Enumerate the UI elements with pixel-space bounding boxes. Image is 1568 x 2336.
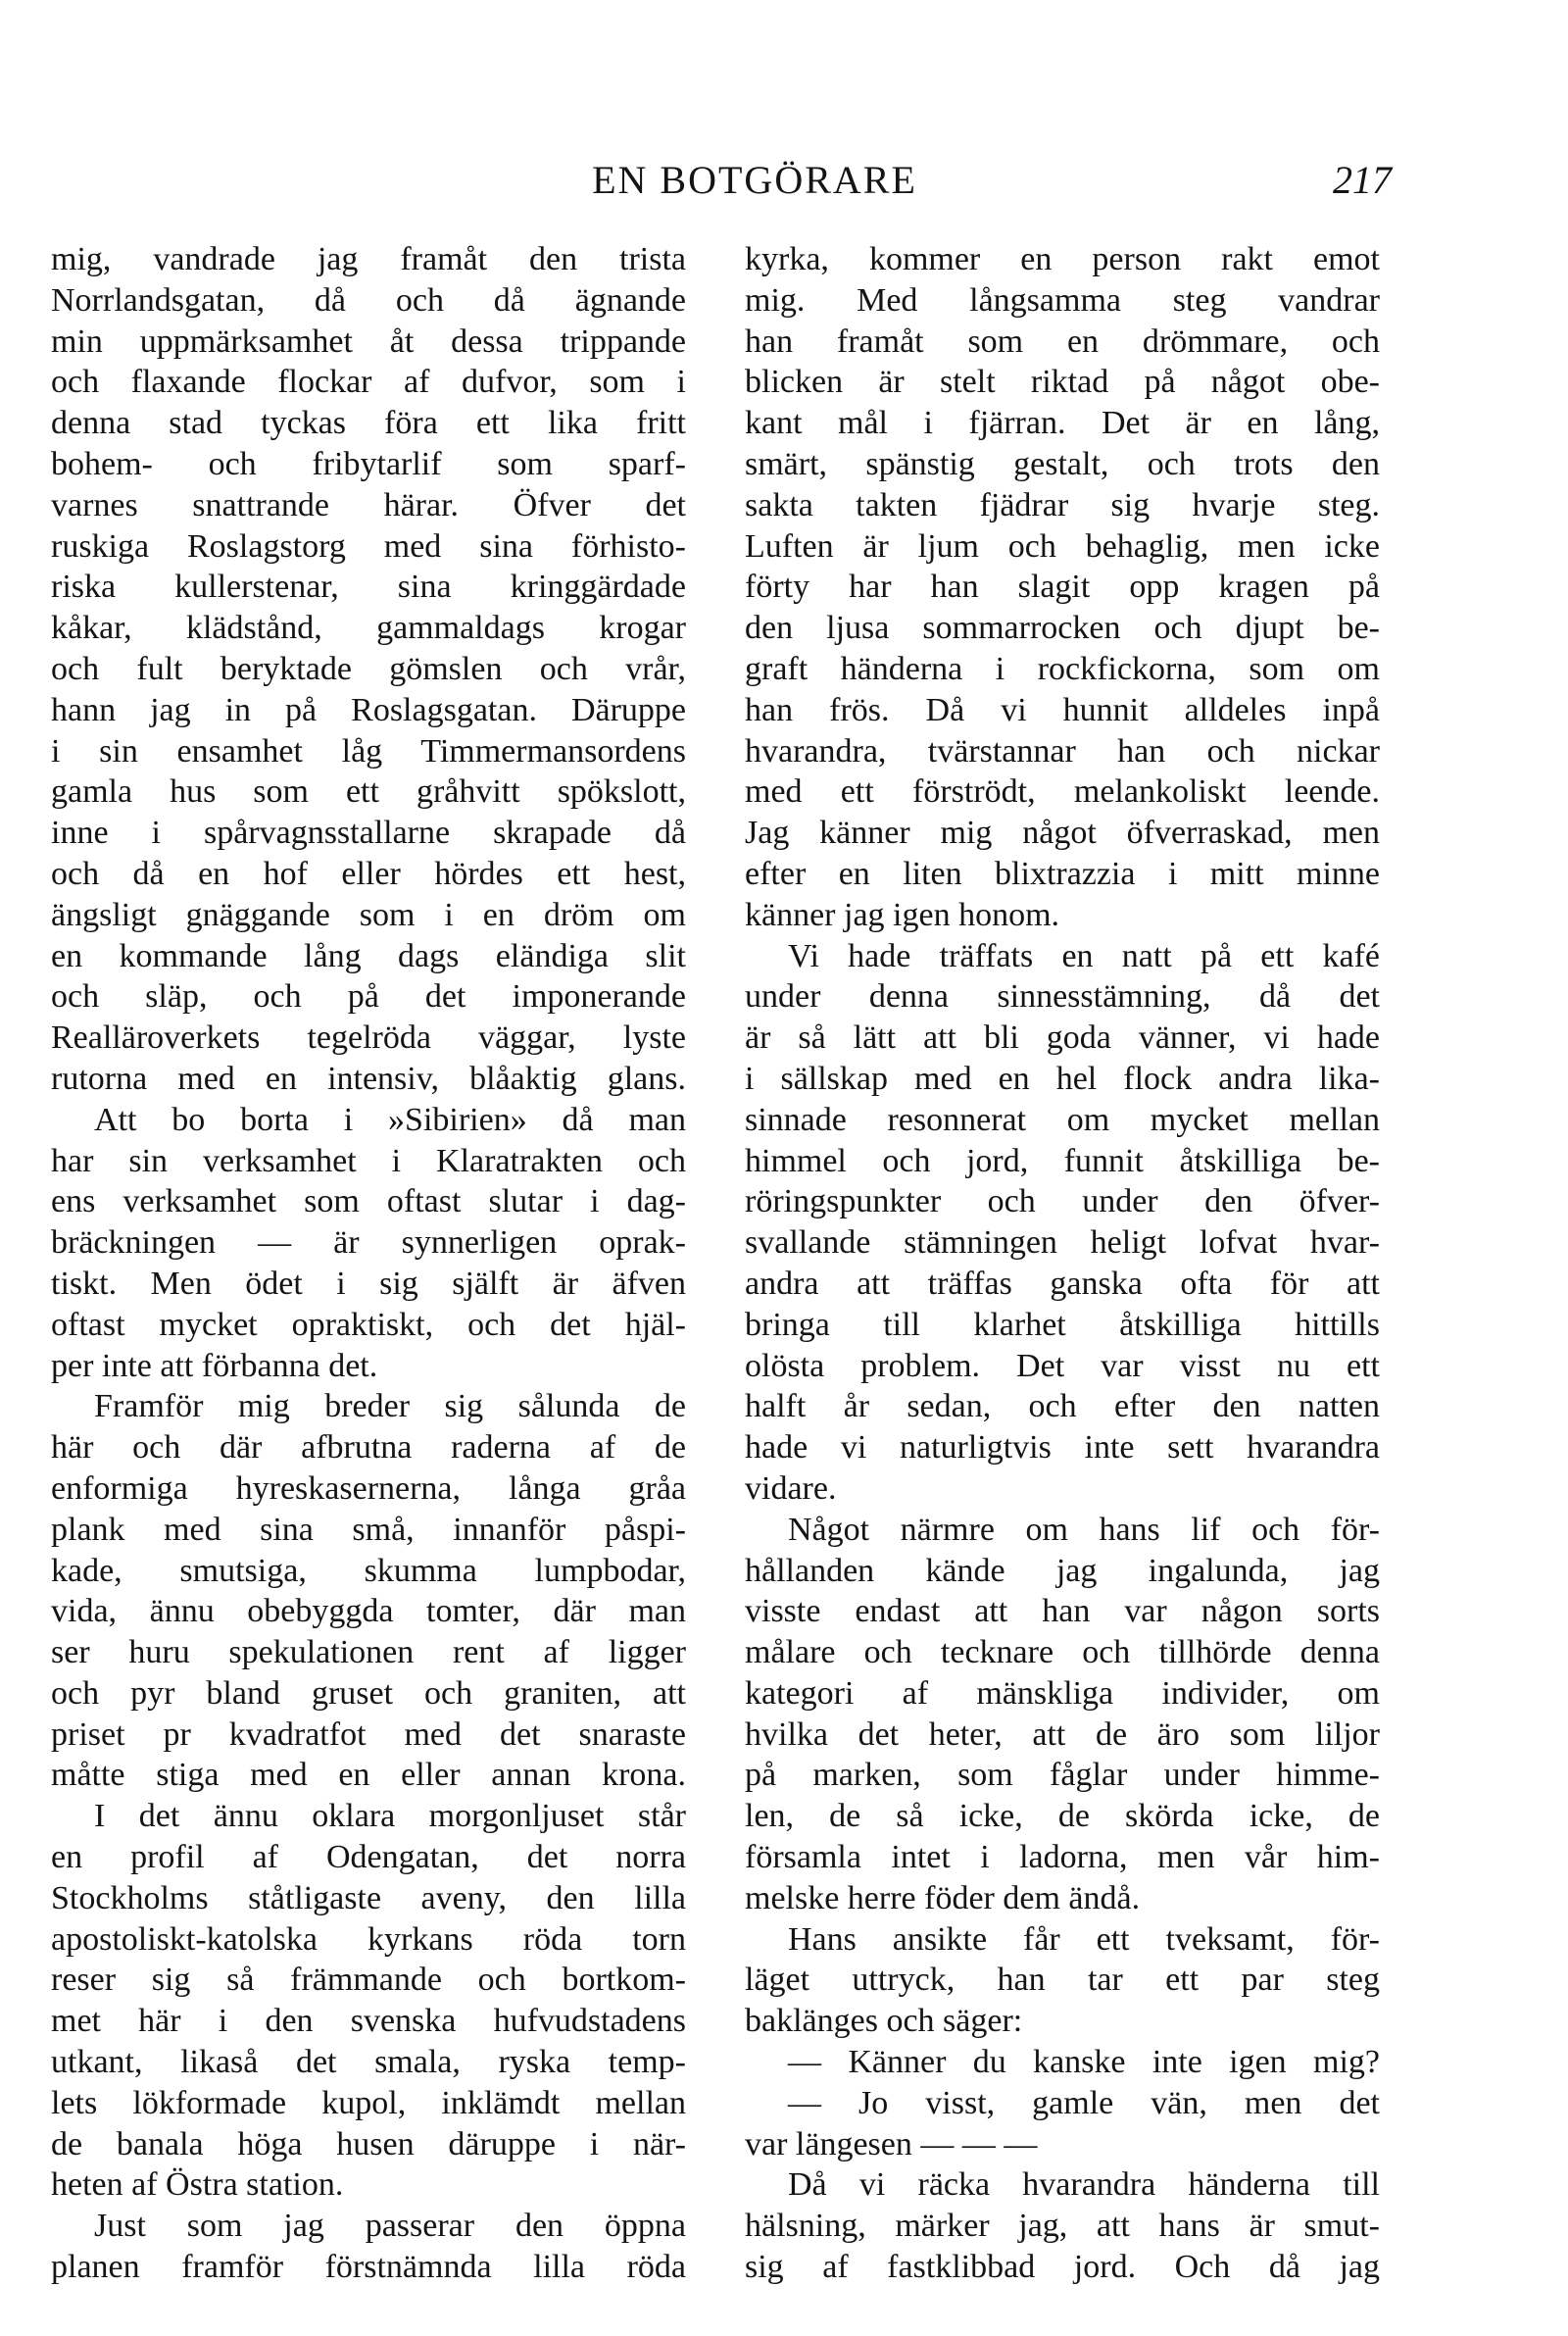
- text-line: lets lökformade kupol, inklämdt mellan: [51, 2084, 686, 2121]
- text-line: hälsning, märker jag, att hans är smut-: [745, 2208, 1380, 2245]
- text-line: reser sig så främmande och bortkom-: [51, 1962, 686, 1999]
- text-line: vidare.: [745, 1469, 837, 1507]
- text-line: hvilka det heter, att de äro som liljor: [745, 1715, 1380, 1753]
- text-line: min uppmärksamhet åt dessa trippande: [51, 323, 686, 360]
- text-line: med ett förströdt, melankoliskt leende.: [745, 773, 1380, 811]
- text-line: är så lätt att bli goda vänner, vi hade: [745, 1019, 1380, 1057]
- text-line: Jag känner mig något öfverraskad, men: [745, 815, 1380, 852]
- text-line: mig. Med långsamma steg vandrar: [745, 281, 1380, 319]
- text-line: var längesen — — —: [745, 2125, 1038, 2162]
- text-line: under denna sinnesstämning, då det: [745, 978, 1380, 1016]
- text-line: Något närmre om hans lif och för-: [788, 1511, 1380, 1548]
- text-line: priset pr kvadratfot med det snaraste: [51, 1715, 686, 1753]
- page-number: 217: [1333, 158, 1392, 202]
- text-line: met här i den svenska hufvudstadens: [51, 2003, 686, 2040]
- text-line: kyrka, kommer en person rakt emot: [745, 241, 1380, 277]
- text-line: ängsligt gnäggande som i en dröm om: [51, 896, 686, 933]
- text-line: ruskiga Roslagstorg med sina förhisto-: [51, 527, 686, 565]
- text-line: inne i spårvagnsstallarne skrapade då: [51, 815, 686, 852]
- text-line: himmel och jord, funnit åtskilliga be-: [745, 1142, 1380, 1179]
- text-line: olösta problem. Det var visst nu ett: [745, 1347, 1380, 1384]
- text-line: förty har han slagit opp kragen på: [745, 569, 1380, 606]
- text-line: visste endast att han var någon sorts: [745, 1593, 1380, 1630]
- text-line: Vi hade träffats en natt på ett kafé: [788, 937, 1380, 974]
- text-line: hvarandra, tvärstannar han och nickar: [745, 732, 1380, 770]
- text-line: blicken är stelt riktad på något obe-: [745, 364, 1380, 401]
- text-line: i sin ensamhet låg Timmermansordens: [51, 732, 686, 770]
- text-line: svallande stämningen heligt lofvat hvar-: [745, 1224, 1380, 1262]
- text-line: och släp, och på det imponerande: [51, 978, 686, 1016]
- text-line: en kommande lång dags eländiga slit: [51, 937, 686, 974]
- text-line: han framåt som en drömmare, och: [745, 323, 1380, 360]
- text-line: han frös. Då vi hunnit alldeles inpå: [745, 691, 1380, 728]
- text-line: i sällskap med en hel flock andra lika-: [745, 1060, 1380, 1097]
- text-line: heten af Östra station.: [51, 2166, 344, 2204]
- text-line: och fult beryktade gömslen och vrår,: [51, 650, 686, 687]
- text-line: sinnade resonnerat om mycket mellan: [745, 1101, 1380, 1138]
- left-text-column: [51, 239, 686, 2288]
- text-line: kategori af mänskliga individer, om: [745, 1674, 1380, 1712]
- text-line: måtte stiga med en eller annan krona.: [51, 1757, 686, 1794]
- text-line: Realläroverkets tegelröda väggar, lyste: [51, 1019, 686, 1057]
- text-line: här och där afbrutna raderna af de: [51, 1429, 686, 1466]
- text-line: målare och tecknare och tillhörde denna: [745, 1634, 1380, 1671]
- text-line: och pyr bland gruset och graniten, att: [51, 1674, 686, 1712]
- text-line: hann jag in på Roslagsgatan. Däruppe: [51, 691, 686, 728]
- text-line: mig, vandrade jag framåt den trista: [51, 241, 686, 277]
- text-line: de banala höga husen däruppe i när-: [51, 2125, 686, 2162]
- running-title: EN BOTGÖRARE: [592, 158, 917, 202]
- text-line: varnes snattrande härar. Öfver det: [51, 486, 686, 523]
- text-line: hållanden kände jag ingalunda, jag: [745, 1552, 1380, 1589]
- text-line: på marken, som fåglar under himme-: [745, 1757, 1380, 1794]
- text-line: hade vi naturligtvis inte sett hvarandra: [745, 1429, 1380, 1466]
- text-line: bräckningen — är synnerligen oprak-: [51, 1224, 686, 1262]
- text-line: ens verksamhet som oftast slutar i dag-: [51, 1183, 686, 1220]
- text-line: — Känner du kanske inte igen mig?: [788, 2044, 1380, 2081]
- text-line: len, de så icke, de skörda icke, de: [745, 1798, 1380, 1835]
- text-line: Då vi räcka hvarandra händerna till: [788, 2166, 1380, 2204]
- text-line: kåkar, klädstånd, gammaldags krogar: [51, 610, 686, 647]
- text-line: denna stad tyckas föra ett lika fritt: [51, 405, 686, 442]
- text-line: enformiga hyreskasernerna, långa gråa: [51, 1469, 686, 1507]
- text-line: bohem- och fribytarlif som sparf-: [51, 445, 686, 482]
- text-line: utkant, likaså det smala, ryska temp-: [51, 2044, 686, 2081]
- text-line: den ljusa sommarrocken och djupt be-: [745, 610, 1380, 647]
- text-line: smärt, spänstig gestalt, och trots den: [745, 445, 1380, 482]
- text-line: Att bo borta i »Sibirien» då man: [94, 1101, 686, 1138]
- text-line: graft händerna i rockfickorna, som om: [745, 650, 1380, 687]
- text-line: baklänges och säger:: [745, 2003, 1023, 2040]
- text-line: Norrlandsgatan, då och då ägnande: [51, 281, 686, 319]
- text-line: I det ännu oklara morgonljuset står: [94, 1798, 686, 1835]
- text-line: sakta takten fjädrar sig hvarje steg.: [745, 486, 1380, 523]
- text-line: och då en hof eller hördes ett hest,: [51, 855, 686, 892]
- text-line: församla intet i ladorna, men vår him-: [745, 1839, 1380, 1876]
- text-line: gamla hus som ett gråhvitt spökslott,: [51, 773, 686, 811]
- text-line: ser huru spekulationen rent af ligger: [51, 1634, 686, 1671]
- text-line: Stockholms ståtligaste aveny, den lilla: [51, 1879, 686, 1916]
- text-line: — Jo visst, gamle vän, men det: [788, 2084, 1380, 2121]
- text-line: riska kullerstenar, sina kringgärdade: [51, 569, 686, 606]
- text-line: efter en liten blixtrazzia i mitt minne: [745, 855, 1380, 892]
- text-line: Just som jag passerar den öppna: [94, 2208, 686, 2245]
- text-line: känner jag igen honom.: [745, 896, 1060, 933]
- text-line: sig af fastklibbad jord. Och då jag: [745, 2249, 1380, 2286]
- text-line: melske herre föder dem ändå.: [745, 1879, 1141, 1916]
- text-line: kant mål i fjärran. Det är en lång,: [745, 405, 1380, 442]
- text-line: oftast mycket opraktiskt, och det hjäl-: [51, 1306, 686, 1343]
- text-line: Hans ansikte får ett tveksamt, för-: [788, 1920, 1380, 1958]
- text-line: tiskt. Men ödet i sig själft är äfven: [51, 1265, 686, 1302]
- text-line: rutorna med en intensiv, blåaktig glans.: [51, 1060, 686, 1097]
- right-text-column: [745, 239, 1380, 2288]
- text-line: en profil af Odengatan, det norra: [51, 1839, 686, 1876]
- text-line: läget uttryck, han tar ett par steg: [745, 1962, 1380, 1999]
- text-line: andra att träffas ganska ofta för att: [745, 1265, 1380, 1302]
- text-line: apostoliskt-katolska kyrkans röda torn: [51, 1920, 686, 1958]
- text-line: kade, smutsiga, skumma lumpbodar,: [51, 1552, 686, 1589]
- text-line: planen framför förstnämnda lilla röda: [51, 2249, 686, 2286]
- text-line: plank med sina små, innanför påspi-: [51, 1511, 686, 1548]
- text-line: Luften är ljum och behaglig, men icke: [745, 527, 1380, 565]
- text-line: per inte att förbanna det.: [51, 1347, 378, 1384]
- text-line: röringspunkter och under den öfver-: [745, 1183, 1380, 1220]
- text-line: och flaxande flockar af dufvor, som i: [51, 364, 686, 401]
- text-line: vida, ännu obebyggda tomter, där man: [51, 1593, 686, 1630]
- text-line: har sin verksamhet i Klaratrakten och: [51, 1142, 686, 1179]
- text-line: bringa till klarhet åtskilliga hittills: [745, 1306, 1380, 1343]
- text-line: Framför mig breder sig sålunda de: [94, 1388, 686, 1425]
- text-line: halft år sedan, och efter den natten: [745, 1388, 1380, 1425]
